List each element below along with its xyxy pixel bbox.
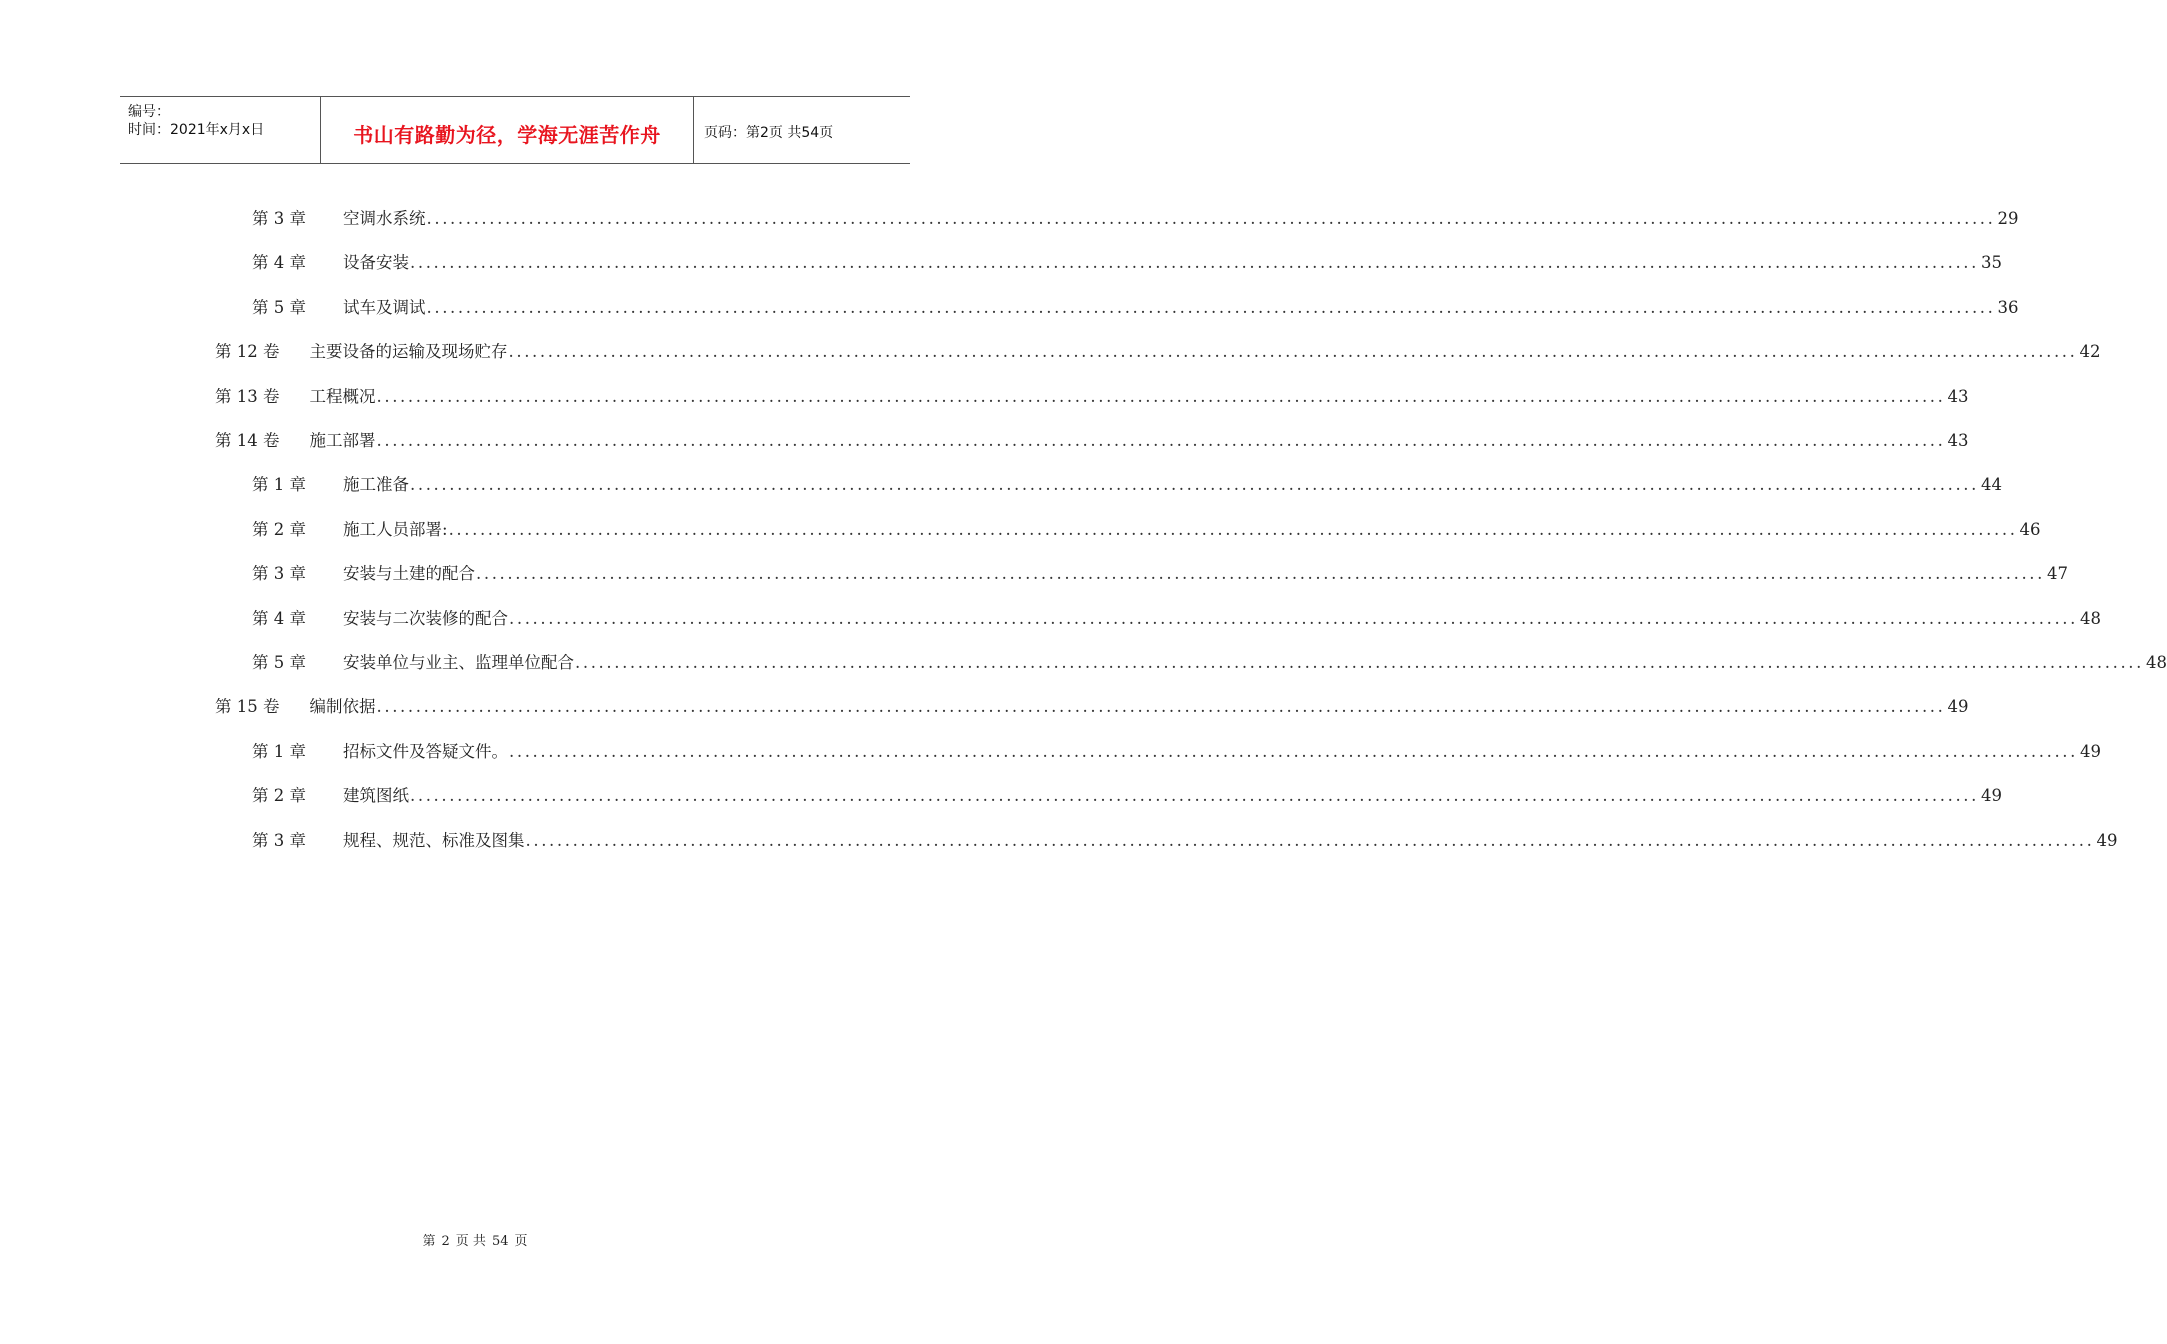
toc-entry-number: 第 4 章 xyxy=(252,608,306,628)
toc-entry-number: 第 5 章 xyxy=(252,297,306,317)
toc-entry[interactable] xyxy=(252,827,2118,853)
footer-suffix: 页 xyxy=(514,1234,528,1249)
toc-dot-leader: ........................................................................................................................................................................................................ xyxy=(426,209,1996,228)
toc-dot-leader: ........................................................................................................................................................................................................ xyxy=(410,253,1979,273)
toc-entry-title: 试车及调试 xyxy=(343,297,426,317)
footer-current-page: 2 xyxy=(441,1234,450,1249)
toc-entry[interactable] xyxy=(215,338,2101,364)
toc-dot-leader: ........................................................................................................................................................................................................ xyxy=(476,564,2045,584)
toc-entry[interactable] xyxy=(252,782,2002,808)
toc-entry-number: 第 2 章 xyxy=(252,519,306,539)
footer-mid: 页 共 xyxy=(455,1234,486,1249)
serial-label: 编号： xyxy=(128,104,170,120)
toc-entry-title: 设备安装 xyxy=(343,253,409,273)
toc-dot-leader: ........................................................................................................................................................................................................ xyxy=(410,475,1979,495)
footer-prefix: 第 xyxy=(422,1234,436,1249)
toc-dot-leader: ........................................................................................................................................................................................................ xyxy=(426,297,1996,317)
toc-entry[interactable] xyxy=(252,605,2101,631)
toc-entry-number: 第 13 卷 xyxy=(215,386,280,406)
toc-dot-leader: ........................................................................................................................................................................................................ xyxy=(509,608,2078,628)
toc-entry[interactable] xyxy=(252,560,2068,586)
toc-entry-number: 第 3 章 xyxy=(252,830,306,850)
toc-entry-number: 第 4 章 xyxy=(252,253,306,273)
toc-entry[interactable] xyxy=(252,249,2002,275)
toc-entry-number: 第 15 卷 xyxy=(215,697,280,717)
toc-dot-leader: ........................................................................................................................................................................................................ xyxy=(410,786,1979,806)
toc-entry-page: 36 xyxy=(1997,297,2019,317)
header-page-cell xyxy=(694,97,910,163)
toc-entry-title: 编制依据 xyxy=(309,697,376,717)
toc-entry-page: 42 xyxy=(2079,342,2101,362)
header-page-info: 页码：第2页 共54页 xyxy=(704,125,834,141)
toc-entry-page: 49 xyxy=(1947,697,1969,717)
toc-dot-leader: ........................................................................................................................................................................................................ xyxy=(448,519,2018,539)
toc-dot-leader: ........................................................................................................................................................................................................ xyxy=(575,653,2144,672)
toc-entry-title: 空调水系统 xyxy=(343,209,426,228)
toc-entry-title: 主要设备的运输及现场贮存 xyxy=(309,342,508,362)
toc-dot-leader: ........................................................................................................................................................................................................ xyxy=(376,386,1946,406)
header-left-cell xyxy=(120,97,321,163)
time-label: 时间：2021年x月x日 xyxy=(128,122,265,138)
toc-entry-page: 49 xyxy=(1980,786,2002,806)
toc-entry-title: 建筑图纸 xyxy=(343,786,409,806)
toc-entry-title: 工程概况 xyxy=(309,386,376,406)
toc-entry-title: 施工准备 xyxy=(343,475,409,495)
toc-entry-page: 43 xyxy=(1947,431,1969,450)
footer-total-pages: 54 xyxy=(491,1234,509,1249)
toc-entry-page: 46 xyxy=(2019,519,2041,539)
toc-entry[interactable] xyxy=(252,294,2019,320)
toc-entry-page: 47 xyxy=(2046,564,2068,584)
toc-entry-title: 安装与二次装修的配合 xyxy=(343,608,508,628)
toc-entry-number: 第 14 卷 xyxy=(215,431,280,450)
toc-entry-number: 第 1 章 xyxy=(252,475,306,495)
toc-entry-title: 施工人员部署: xyxy=(343,519,448,539)
toc-entry[interactable] xyxy=(252,738,2101,764)
toc-entry-page: 48 xyxy=(2079,608,2101,628)
toc-entry[interactable] xyxy=(252,471,2002,497)
toc-entry[interactable] xyxy=(215,427,1969,453)
toc-entry-number: 第 12 卷 xyxy=(215,342,280,362)
toc-entry-number: 第 3 章 xyxy=(252,564,306,584)
toc-dot-leader: ........................................................................................................................................................................................................ xyxy=(376,697,1946,717)
toc-entry-page: 49 xyxy=(2079,741,2101,761)
toc-entry[interactable] xyxy=(215,693,1969,719)
header-motto-cell xyxy=(321,97,694,163)
toc-entry-number: 第 3 章 xyxy=(252,209,306,228)
toc-entry-title: 施工部署 xyxy=(309,431,376,450)
toc-entry[interactable] xyxy=(252,516,2041,542)
toc-entry[interactable] xyxy=(215,383,1969,409)
toc-entry-page: 44 xyxy=(1980,475,2002,495)
page-header xyxy=(120,96,910,164)
toc-entry-page: 49 xyxy=(2096,830,2118,850)
toc-entry-number: 第 2 章 xyxy=(252,786,306,806)
toc-dot-leader: ........................................................................................................................................................................................................ xyxy=(508,342,2078,362)
header-motto: 书山有路勤为径，学海无涯苦作舟 xyxy=(353,123,661,147)
toc-entry-title: 安装与土建的配合 xyxy=(343,564,475,584)
toc-entry-page: 43 xyxy=(1947,386,1969,406)
toc-entry[interactable] xyxy=(252,205,2019,231)
toc-entry[interactable] xyxy=(252,649,2167,675)
toc-entry-title: 规程、规范、标准及图集 xyxy=(343,830,525,850)
toc-dot-leader: ........................................................................................................................................................................................................ xyxy=(525,830,2095,850)
toc-dot-leader: ........................................................................................................................................................................................................ xyxy=(376,431,1946,450)
toc-dot-leader: ........................................................................................................................................................................................................ xyxy=(509,741,2078,761)
toc-entry-title: 安装单位与业主、监理单位配合 xyxy=(343,653,574,672)
toc-entry-number: 第 1 章 xyxy=(252,741,306,761)
toc-entry-title: 招标文件及答疑文件。 xyxy=(343,741,508,761)
toc-entry-number: 第 5 章 xyxy=(252,653,306,672)
toc-entry-page: 48 xyxy=(2145,653,2167,672)
toc-entry-page: 35 xyxy=(1980,253,2002,273)
toc-entry-page: 29 xyxy=(1997,209,2019,228)
page-footer xyxy=(0,1230,950,1249)
